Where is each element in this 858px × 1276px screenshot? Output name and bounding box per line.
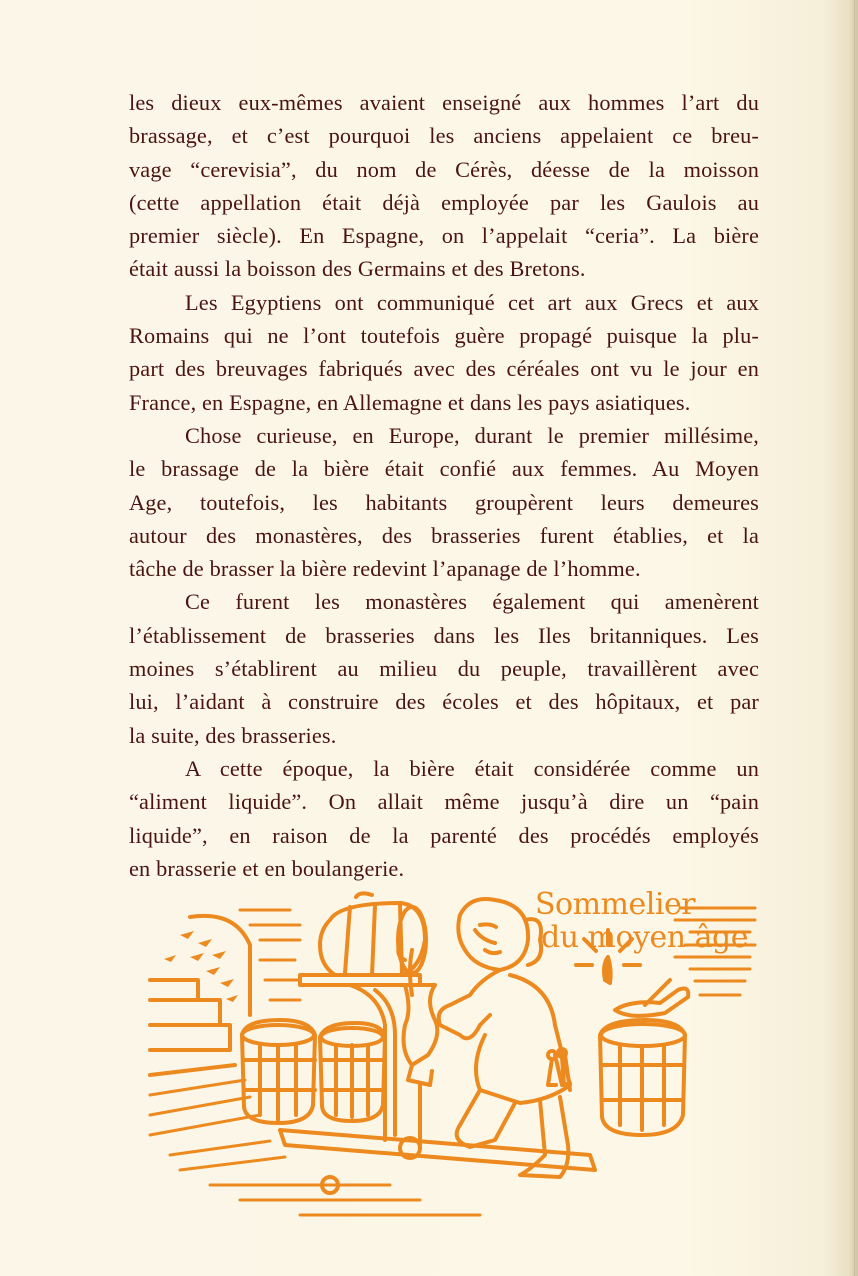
paragraph [129, 419, 759, 585]
page-edge [854, 0, 855, 1276]
text-line: était aussi la boisson des Germains et des Bretons. [129, 256, 586, 282]
arch-leaves [164, 931, 238, 1002]
text-line: en brasserie et en boulangerie. [129, 855, 405, 881]
paragraph [129, 585, 759, 751]
text-line: tâche de brasser la bière redevint l’apanage de l’homme. [129, 556, 641, 582]
text-line: Age, toutefois, les habitants groupèrent leurs demeures [129, 489, 759, 515]
paragraph [129, 286, 759, 419]
tap-stand [300, 975, 420, 1140]
text-line: brassage, et c’est pourquoi les anciens appelaient ce breu- [129, 123, 759, 149]
body-text [129, 86, 759, 885]
floor-plank [280, 1130, 595, 1170]
text-line: Romains qui ne l’ont toutefois guère propagé puisque la plu- [129, 323, 759, 349]
text-line: part des breuvages fabriqués avec des céréales ont vu le jour en [129, 356, 759, 382]
paragraph [129, 86, 759, 286]
text-line: Ce furent les monastères également qui amenèrent [185, 589, 759, 615]
barrel-middle [320, 1023, 385, 1121]
text-line: France, en Espagne, en Allemagne et dans les pays asiatiques. [129, 389, 691, 415]
text-line: le brassage de la bière était confié aux femmes. Au Moyen [129, 456, 759, 482]
text-line: (cette appellation était déjà employée par les Gaulois au [129, 189, 759, 215]
text-line: vage “cerevisia”, du nom de Cérès, déesse de la moisson [129, 156, 759, 182]
caption-line-1: Sommelier [535, 887, 696, 922]
stairs [150, 980, 235, 1075]
text-line: l’établissement de brasseries dans les Iles britanniques. Les [129, 622, 759, 648]
barrel-right [600, 1020, 685, 1135]
text-line: autour des monastères, des brasseries furent établies, et la [129, 522, 759, 548]
text-line: “aliment liquide”. On allait même jusqu’à dire un “pain [129, 789, 759, 815]
text-line: lui, l’aidant à construire des écoles et des hôpitaux, et par [129, 689, 759, 715]
beer-stream [410, 950, 412, 995]
text-line: premier siècle). En Espagne, on l’appelait “ceria”. La bière [129, 223, 759, 249]
text-line: Les Egyptiens ont communiqué cet art aux Grecs et aux [185, 289, 759, 315]
illustration-caption [535, 888, 775, 954]
barrel-left [242, 1020, 315, 1123]
jug [404, 985, 438, 1145]
text-line: liquide”, en raison de la parenté des procédés employés [129, 822, 759, 848]
paragraph [129, 752, 759, 885]
text-line: la suite, des brasseries. [129, 722, 337, 748]
caption-line-2: du moyen âge [541, 920, 748, 955]
text-line: moines s’établirent au milieu du peuple, travaillèrent avec [129, 656, 759, 682]
text-line: les dieux eux-mêmes avaient enseigné aux hommes l’art du [129, 90, 759, 115]
text-line: Chose curieuse, en Europe, durant le premier millésime, [185, 422, 759, 448]
text-line: A cette époque, la bière était considérée comme un [185, 755, 759, 781]
